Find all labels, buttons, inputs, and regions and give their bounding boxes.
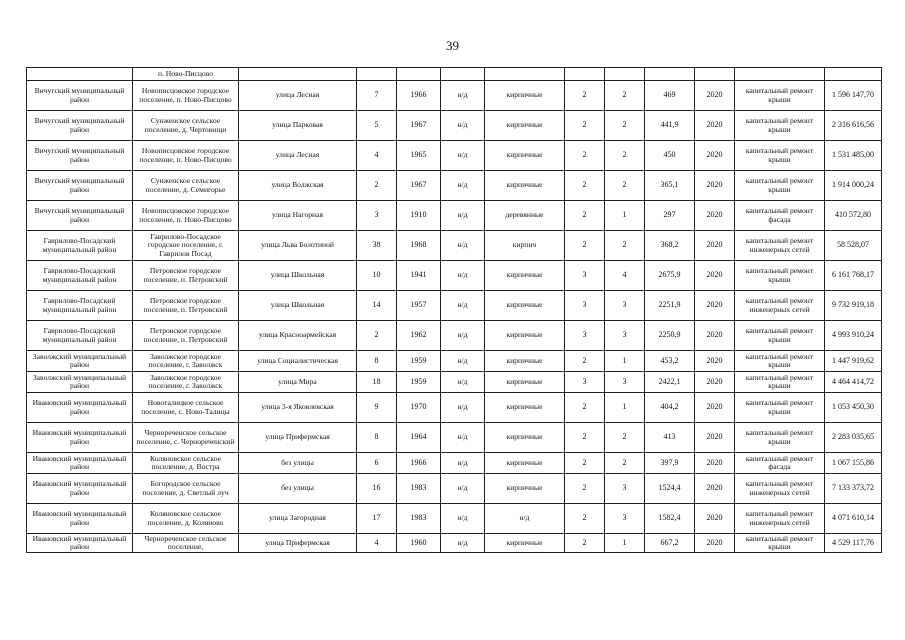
cell-area: 1524,4: [645, 474, 695, 504]
cell-repair-type: капитальный ремонт крыши: [735, 321, 825, 351]
cell-house-number: 2: [357, 321, 397, 351]
cell-planned-year: 2020: [695, 534, 735, 553]
cell-area: 453,2: [645, 351, 695, 372]
cell-repair-type: капитальный ремонт инженерных сетей: [735, 291, 825, 321]
cell-wall-material: кирпичные: [485, 111, 565, 141]
cell-year-commissioned: н/д: [441, 231, 485, 261]
cell-year-built: 1983: [397, 504, 441, 534]
cell-house-number: 18: [357, 372, 397, 393]
cell-area: 2251,9: [645, 291, 695, 321]
cell-settlement: Петровское городское поселение, п. Петровский: [133, 261, 239, 291]
cell-settlement: Гаврилово-Посадское городское поселение, г. Гаврилов Посад: [133, 231, 239, 261]
cell-repair-type: капитальный ремонт крыши: [735, 423, 825, 453]
cell-repair-type: капитальный ремонт крыши: [735, 351, 825, 372]
cell-entrances: 3: [605, 474, 645, 504]
cell-year-built: 1959: [397, 372, 441, 393]
cell-district: Гаврилово-Посадский муниципальный район: [27, 291, 133, 321]
cell-area: 297: [645, 201, 695, 231]
table-row: [27, 111, 882, 141]
cell-entrances: [605, 68, 645, 81]
cell-planned-year: 2020: [695, 201, 735, 231]
cell-settlement: Новописцовское городское поселение, п. Ново-Писцово: [133, 81, 239, 111]
table-row: [27, 393, 882, 423]
cell-planned-year: 2020: [695, 393, 735, 423]
cell-entrances: 3: [605, 291, 645, 321]
cell-year-commissioned: н/д: [441, 321, 485, 351]
cell-wall-material: кирпичные: [485, 393, 565, 423]
cell-area: 397,9: [645, 453, 695, 474]
cell-district: Гаврилово-Посадский муниципальный район: [27, 261, 133, 291]
table-row: [27, 231, 882, 261]
cell-house-number: 8: [357, 423, 397, 453]
cell-district: Вичугский муниципальный район: [27, 201, 133, 231]
table-row: [27, 474, 882, 504]
cell-district: Ивановский муниципальный район: [27, 534, 133, 553]
cell-district: Гаврилово-Посадский муниципальный район: [27, 321, 133, 351]
cell-wall-material: кирпичные: [485, 351, 565, 372]
cell-cost: 6 161 768,17: [825, 261, 882, 291]
cell-repair-type: капитальный ремонт крыши: [735, 81, 825, 111]
cell-year-commissioned: н/д: [441, 393, 485, 423]
cell-planned-year: 2020: [695, 423, 735, 453]
cell-district: Вичугский муниципальный район: [27, 111, 133, 141]
cell-district: Заволжский муниципальный район: [27, 351, 133, 372]
cell-settlement: Петровское городское поселение, п. Петровский: [133, 291, 239, 321]
cell-year-commissioned: н/д: [441, 474, 485, 504]
cell-wall-material: кирпич: [485, 231, 565, 261]
cell-floors: 2: [565, 504, 605, 534]
cell-year-built: 1983: [397, 474, 441, 504]
cell-district: Ивановский муниципальный район: [27, 504, 133, 534]
table-row: [27, 534, 882, 553]
cell-repair-type: капитальный ремонт крыши: [735, 111, 825, 141]
cell-cost: 1 914 000,24: [825, 171, 882, 201]
cell-street: улица Красноармейская: [239, 321, 357, 351]
cell-floors: 2: [565, 351, 605, 372]
cell-cost: 2 283 035,65: [825, 423, 882, 453]
cell-area: 2422,1: [645, 372, 695, 393]
cell-settlement: Чернореченское сельское поселение, с. Чернореченский: [133, 423, 239, 453]
cell-district: Ивановский муниципальный район: [27, 453, 133, 474]
cell-year-built: 1960: [397, 534, 441, 553]
cell-street: улица Нагорная: [239, 201, 357, 231]
cell-settlement: Богородское сельское поселение, д. Светлый луч: [133, 474, 239, 504]
cell-year-built: 1967: [397, 171, 441, 201]
cell-floors: 2: [565, 453, 605, 474]
cell-cost: [825, 68, 882, 81]
cell-wall-material: кирпичные: [485, 291, 565, 321]
cell-floors: 2: [565, 201, 605, 231]
cell-wall-material: кирпичные: [485, 372, 565, 393]
cell-wall-material: кирпичные: [485, 81, 565, 111]
table-row: [27, 81, 882, 111]
cell-house-number: 38: [357, 231, 397, 261]
cell-floors: 3: [565, 321, 605, 351]
cell-area: 2675,9: [645, 261, 695, 291]
cell-cost: 4 993 910,24: [825, 321, 882, 351]
cell-year-built: [397, 68, 441, 81]
cell-house-number: 3: [357, 201, 397, 231]
cell-settlement: Новописцовское городское поселение, п. Ново-Писцово: [133, 141, 239, 171]
cell-repair-type: капитальный ремонт фасада: [735, 453, 825, 474]
cell-floors: [565, 68, 605, 81]
table-body: [27, 68, 882, 553]
housing-repair-table: [26, 67, 882, 553]
cell-year-built: 1970: [397, 393, 441, 423]
cell-year-commissioned: н/д: [441, 351, 485, 372]
cell-house-number: 17: [357, 504, 397, 534]
cell-settlement: Заволжское городское поселение, г. Заволжск: [133, 351, 239, 372]
cell-year-commissioned: н/д: [441, 372, 485, 393]
cell-settlement: Петровское городское поселение, п. Петровский: [133, 321, 239, 351]
cell-street: улица Загородная: [239, 504, 357, 534]
cell-house-number: 6: [357, 453, 397, 474]
cell-planned-year: 2020: [695, 171, 735, 201]
cell-district: Ивановский муниципальный район: [27, 423, 133, 453]
cell-planned-year: 2020: [695, 81, 735, 111]
cell-street: улица Лесная: [239, 141, 357, 171]
table-row: [27, 453, 882, 474]
cell-cost: 7 133 373,72: [825, 474, 882, 504]
cell-district: Гаврилово-Посадский муниципальный район: [27, 231, 133, 261]
cell-cost: 4 464 414,72: [825, 372, 882, 393]
table-row: [27, 504, 882, 534]
cell-house-number: 14: [357, 291, 397, 321]
cell-floors: 2: [565, 111, 605, 141]
cell-entrances: 2: [605, 141, 645, 171]
cell-planned-year: 2020: [695, 453, 735, 474]
cell-repair-type: капитальный ремонт крыши: [735, 261, 825, 291]
cell-house-number: 16: [357, 474, 397, 504]
cell-year-commissioned: н/д: [441, 141, 485, 171]
cell-entrances: 2: [605, 423, 645, 453]
cell-street: [239, 68, 357, 81]
cell-street: улица Школьная: [239, 291, 357, 321]
cell-area: [645, 68, 695, 81]
cell-district: Ивановский муниципальный район: [27, 393, 133, 423]
cell-settlement: Сунженское сельское поселение, д. Чертовищи: [133, 111, 239, 141]
cell-wall-material: кирпичные: [485, 171, 565, 201]
table-row-continuation: [27, 68, 882, 81]
cell-year-commissioned: [441, 68, 485, 81]
cell-year-commissioned: н/д: [441, 81, 485, 111]
cell-floors: 2: [565, 141, 605, 171]
cell-street: улица Школьная: [239, 261, 357, 291]
cell-wall-material: деревянные: [485, 201, 565, 231]
cell-repair-type: капитальный ремонт инженерных сетей: [735, 504, 825, 534]
table-row: [27, 261, 882, 291]
cell-planned-year: 2020: [695, 231, 735, 261]
cell-year-built: 1964: [397, 423, 441, 453]
cell-floors: 3: [565, 261, 605, 291]
cell-settlement: Коляновское сельское поселение, д. Востра: [133, 453, 239, 474]
cell-wall-material: кирпичные: [485, 474, 565, 504]
cell-repair-type: капитальный ремонт крыши: [735, 372, 825, 393]
cell-settlement: Новописцовское городское поселение, п. Ново-Писцово: [133, 201, 239, 231]
cell-street: улица Мира: [239, 372, 357, 393]
cell-cost: 2 316 616,56: [825, 111, 882, 141]
cell-entrances: 1: [605, 534, 645, 553]
cell-wall-material: кирпичные: [485, 534, 565, 553]
cell-entrances: 3: [605, 504, 645, 534]
cell-street: улица Льва Болотиной: [239, 231, 357, 261]
cell-year-commissioned: н/д: [441, 453, 485, 474]
cell-district: Вичугский муниципальный район: [27, 81, 133, 111]
cell-cost: 4 529 117,76: [825, 534, 882, 553]
cell-cost: 58 528,07: [825, 231, 882, 261]
cell-wall-material: кирпичные: [485, 423, 565, 453]
cell-district: Вичугский муниципальный район: [27, 171, 133, 201]
cell-repair-type: капитальный ремонт инженерных сетей: [735, 231, 825, 261]
cell-year-commissioned: н/д: [441, 504, 485, 534]
cell-floors: 3: [565, 372, 605, 393]
cell-entrances: 1: [605, 393, 645, 423]
cell-street: улица Социалистическая: [239, 351, 357, 372]
cell-entrances: 1: [605, 351, 645, 372]
cell-entrances: 1: [605, 201, 645, 231]
cell-settlement: Коляновское сельское поселение, д. Коляново: [133, 504, 239, 534]
cell-area: 450: [645, 141, 695, 171]
cell-entrances: 3: [605, 372, 645, 393]
table-row: [27, 171, 882, 201]
cell-street: без улицы: [239, 474, 357, 504]
cell-planned-year: 2020: [695, 111, 735, 141]
cell-street: улица Прифермская: [239, 423, 357, 453]
cell-floors: 2: [565, 474, 605, 504]
cell-wall-material: н/д: [485, 504, 565, 534]
cell-repair-type: капитальный ремонт инженерных сетей: [735, 474, 825, 504]
cell-street: улица Парковая: [239, 111, 357, 141]
cell-year-built: 1941: [397, 261, 441, 291]
cell-house-number: 4: [357, 141, 397, 171]
cell-repair-type: капитальный ремонт крыши: [735, 393, 825, 423]
table-row: [27, 423, 882, 453]
cell-year-built: 1962: [397, 321, 441, 351]
cell-planned-year: [695, 68, 735, 81]
cell-entrances: 3: [605, 321, 645, 351]
cell-planned-year: 2020: [695, 474, 735, 504]
cell-cost: 1 447 919,62: [825, 351, 882, 372]
table-row: [27, 321, 882, 351]
cell-district: Ивановский муниципальный район: [27, 474, 133, 504]
cell-house-number: 7: [357, 81, 397, 111]
cell-planned-year: 2020: [695, 351, 735, 372]
cell-cost: 1 053 450,30: [825, 393, 882, 423]
cell-planned-year: 2020: [695, 141, 735, 171]
cell-house-number: 2: [357, 171, 397, 201]
cell-year-commissioned: н/д: [441, 423, 485, 453]
cell-house-number: [357, 68, 397, 81]
cell-entrances: 2: [605, 453, 645, 474]
cell-wall-material: кирпичные: [485, 141, 565, 171]
cell-year-commissioned: н/д: [441, 261, 485, 291]
cell-planned-year: 2020: [695, 321, 735, 351]
cell-floors: 3: [565, 291, 605, 321]
cell-street: улица 3-я Яковлевская: [239, 393, 357, 423]
cell-district: [27, 68, 133, 81]
cell-entrances: 4: [605, 261, 645, 291]
cell-settlement: Заволжское городское поселение, г. Заволжск: [133, 372, 239, 393]
cell-entrances: 2: [605, 81, 645, 111]
cell-planned-year: 2020: [695, 504, 735, 534]
table-row: [27, 291, 882, 321]
cell-floors: 2: [565, 231, 605, 261]
cell-repair-type: капитальный ремонт крыши: [735, 141, 825, 171]
cell-area: 2250,9: [645, 321, 695, 351]
cell-house-number: 10: [357, 261, 397, 291]
cell-year-built: 1966: [397, 81, 441, 111]
cell-area: 469: [645, 81, 695, 111]
cell-house-number: 9: [357, 393, 397, 423]
cell-year-built: 1910: [397, 201, 441, 231]
cell-settlement: Сунженское сельское поселение, д. Семигорье: [133, 171, 239, 201]
cell-settlement: Чернореченское сельское поселение,: [133, 534, 239, 553]
cell-year-commissioned: н/д: [441, 171, 485, 201]
cell-street: улица Волжская: [239, 171, 357, 201]
cell-house-number: 8: [357, 351, 397, 372]
cell-area: 441,9: [645, 111, 695, 141]
cell-settlement: п. Ново-Писцово: [133, 68, 239, 81]
cell-wall-material: кирпичные: [485, 321, 565, 351]
cell-floors: 2: [565, 171, 605, 201]
table-row: [27, 351, 882, 372]
cell-floors: 2: [565, 534, 605, 553]
cell-cost: 4 071 610,14: [825, 504, 882, 534]
cell-year-built: 1968: [397, 231, 441, 261]
cell-floors: 2: [565, 81, 605, 111]
cell-year-commissioned: н/д: [441, 111, 485, 141]
cell-planned-year: 2020: [695, 372, 735, 393]
cell-cost: 1 531 485,00: [825, 141, 882, 171]
table-row: [27, 201, 882, 231]
cell-year-built: 1967: [397, 111, 441, 141]
cell-year-commissioned: н/д: [441, 201, 485, 231]
cell-area: 667,2: [645, 534, 695, 553]
cell-year-commissioned: н/д: [441, 291, 485, 321]
cell-repair-type: капитальный ремонт крыши: [735, 534, 825, 553]
cell-entrances: 2: [605, 171, 645, 201]
cell-entrances: 2: [605, 231, 645, 261]
cell-cost: 410 572,80: [825, 201, 882, 231]
cell-street: улица Прифермская: [239, 534, 357, 553]
cell-settlement: Новоталицкое сельское поселение, с. Ново-Талицы: [133, 393, 239, 423]
cell-entrances: 2: [605, 111, 645, 141]
cell-year-built: 1957: [397, 291, 441, 321]
table-row: [27, 141, 882, 171]
cell-repair-type: [735, 68, 825, 81]
cell-district: Заволжский муниципальный район: [27, 372, 133, 393]
cell-cost: 1 067 155,86: [825, 453, 882, 474]
cell-house-number: 4: [357, 534, 397, 553]
page-number: 39: [446, 38, 459, 53]
cell-year-commissioned: н/д: [441, 534, 485, 553]
cell-street: без улицы: [239, 453, 357, 474]
cell-year-built: 1966: [397, 453, 441, 474]
cell-year-built: 1965: [397, 141, 441, 171]
cell-wall-material: [485, 68, 565, 81]
cell-planned-year: 2020: [695, 291, 735, 321]
cell-wall-material: кирпичные: [485, 453, 565, 474]
table-row: [27, 372, 882, 393]
cell-area: 365,1: [645, 171, 695, 201]
cell-street: улица Лесная: [239, 81, 357, 111]
cell-area: 404,2: [645, 393, 695, 423]
cell-area: 1582,4: [645, 504, 695, 534]
cell-floors: 2: [565, 423, 605, 453]
cell-cost: 9 732 919,18: [825, 291, 882, 321]
cell-area: 368,2: [645, 231, 695, 261]
cell-area: 413: [645, 423, 695, 453]
cell-district: Вичугский муниципальный район: [27, 141, 133, 171]
cell-repair-type: капитальный ремонт фасада: [735, 201, 825, 231]
cell-house-number: 5: [357, 111, 397, 141]
cell-cost: 1 596 147,70: [825, 81, 882, 111]
cell-repair-type: капитальный ремонт крыши: [735, 171, 825, 201]
cell-year-built: 1959: [397, 351, 441, 372]
cell-planned-year: 2020: [695, 261, 735, 291]
cell-wall-material: кирпичные: [485, 261, 565, 291]
cell-floors: 2: [565, 393, 605, 423]
